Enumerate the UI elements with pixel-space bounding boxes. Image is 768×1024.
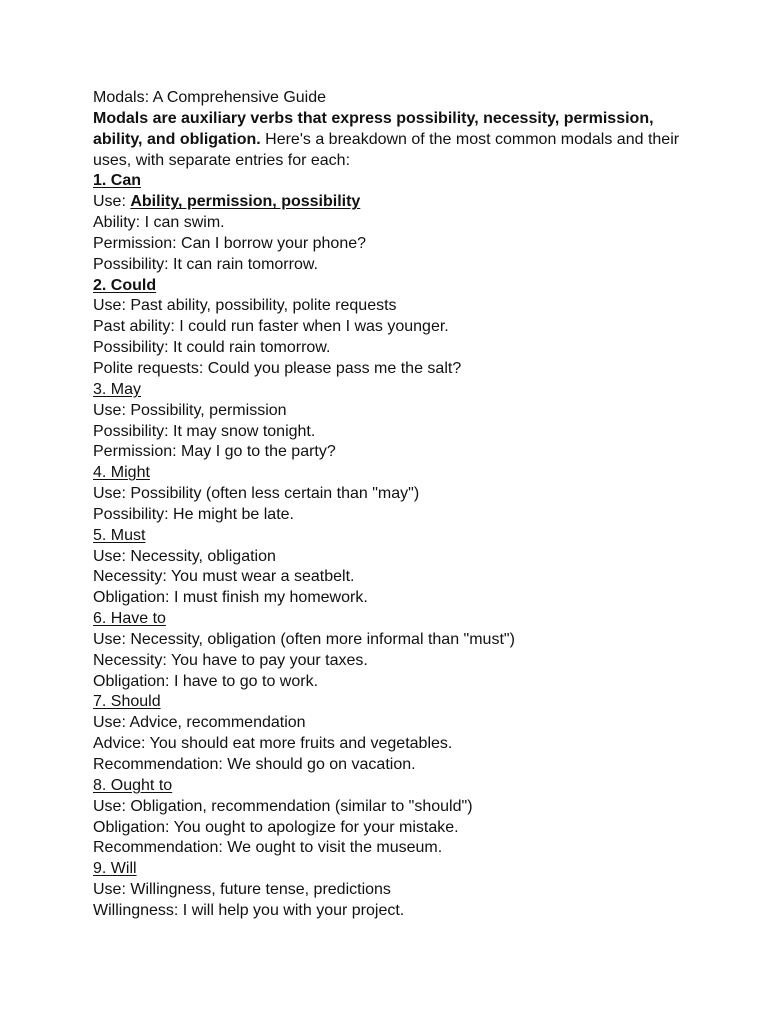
- section-heading: 9. Will: [93, 860, 137, 878]
- section-use-line: [93, 401, 693, 422]
- section-use-line: [93, 797, 693, 818]
- section-use-line: [93, 713, 693, 734]
- modal-section: [93, 609, 693, 692]
- section-heading: 6. Have to: [93, 610, 166, 628]
- modal-section: [93, 692, 693, 775]
- document-title: Modals: A Comprehensive Guide: [93, 89, 327, 106]
- modal-section: [93, 776, 693, 859]
- modal-section: [93, 463, 693, 526]
- section-heading: 5. Must: [93, 526, 146, 544]
- section-use-line: [93, 192, 693, 213]
- section-heading: 3. May: [93, 380, 142, 398]
- example-line: Willingness: I will help you with your project.: [93, 901, 405, 919]
- use-prefix: Use:: [93, 714, 130, 732]
- use-prefix: Use:: [93, 881, 131, 899]
- use-value: Necessity, obligation: [130, 547, 276, 565]
- use-value: Possibility, permission: [130, 401, 287, 419]
- use-prefix: Use:: [93, 630, 131, 648]
- example-line: Advice: You should eat more fruits and vegetables.: [93, 735, 453, 753]
- intro-paragraph: [93, 109, 693, 172]
- use-prefix: Use:: [93, 401, 131, 419]
- modal-sections: [93, 171, 693, 921]
- modal-section: [93, 380, 693, 463]
- example-line: Possibility: It may snow tonight.: [93, 422, 316, 440]
- example-line: Past ability: I could run faster when I was younger.: [93, 318, 449, 336]
- example-line: Possibility: He might be late.: [93, 505, 294, 523]
- example-line: Recommendation: We should go on vacation.: [93, 756, 416, 773]
- section-heading: 4. Might: [93, 464, 150, 482]
- example-line: Recommendation: We ought to visit the museum.: [93, 839, 443, 857]
- section-use-line: [93, 547, 693, 568]
- document-page: [93, 88, 693, 922]
- use-prefix: Use:: [93, 547, 131, 565]
- use-value: Obligation, recommendation (similar to "should"): [130, 797, 473, 815]
- example-line: Possibility: It can rain tomorrow.: [93, 255, 318, 273]
- use-prefix: Use:: [93, 297, 131, 315]
- modal-section: [93, 859, 693, 922]
- example-line: Obligation: You ought to apologize for your mistake.: [93, 818, 459, 836]
- intro-bold-text: Modals are auxiliary verbs that express possibility, necessity, permission, ability, and obligation.: [93, 109, 654, 148]
- example-line: Necessity: You have to pay your taxes.: [93, 651, 368, 669]
- use-value: Possibility (often less certain than "may"): [130, 485, 420, 503]
- example-line: Obligation: I must finish my homework.: [93, 589, 368, 607]
- example-line: Permission: May I go to the party?: [93, 443, 336, 461]
- example-line: Necessity: You must wear a seatbelt.: [93, 568, 355, 586]
- section-heading: 7. Should: [93, 693, 161, 711]
- example-line: Possibility: It could rain tomorrow.: [93, 339, 331, 357]
- example-line: Permission: Can I borrow your phone?: [93, 234, 367, 252]
- section-heading: 2. Could: [93, 276, 157, 294]
- modal-section: [93, 171, 693, 275]
- use-prefix: Use:: [93, 193, 131, 211]
- section-heading: 1. Can: [93, 172, 142, 190]
- use-value: Advice, recommendation: [129, 714, 306, 732]
- section-use-line: [93, 296, 693, 317]
- modal-section: [93, 526, 693, 609]
- section-heading: 8. Ought to: [93, 776, 173, 794]
- intro-rest-text: Here's a breakdown of the most common modals and their uses, with separate entries for each:: [93, 130, 680, 169]
- use-value: Past ability, possibility, polite requests: [130, 297, 397, 315]
- section-use-line: [93, 880, 693, 901]
- section-use-line: [93, 630, 693, 651]
- use-value: Necessity, obligation (often more informal than "must"): [130, 630, 515, 648]
- modal-section: [93, 276, 693, 380]
- example-line: Obligation: I have to go to work.: [93, 672, 319, 690]
- use-value: Ability, permission, possibility: [130, 193, 361, 211]
- section-use-line: [93, 484, 693, 505]
- example-line: Ability: I can swim.: [93, 214, 225, 232]
- example-line: Polite requests: Could you please pass me the salt?: [93, 359, 462, 377]
- use-prefix: Use:: [93, 797, 131, 815]
- use-prefix: Use:: [93, 485, 131, 503]
- use-value: Willingness, future tense, predictions: [130, 881, 391, 899]
